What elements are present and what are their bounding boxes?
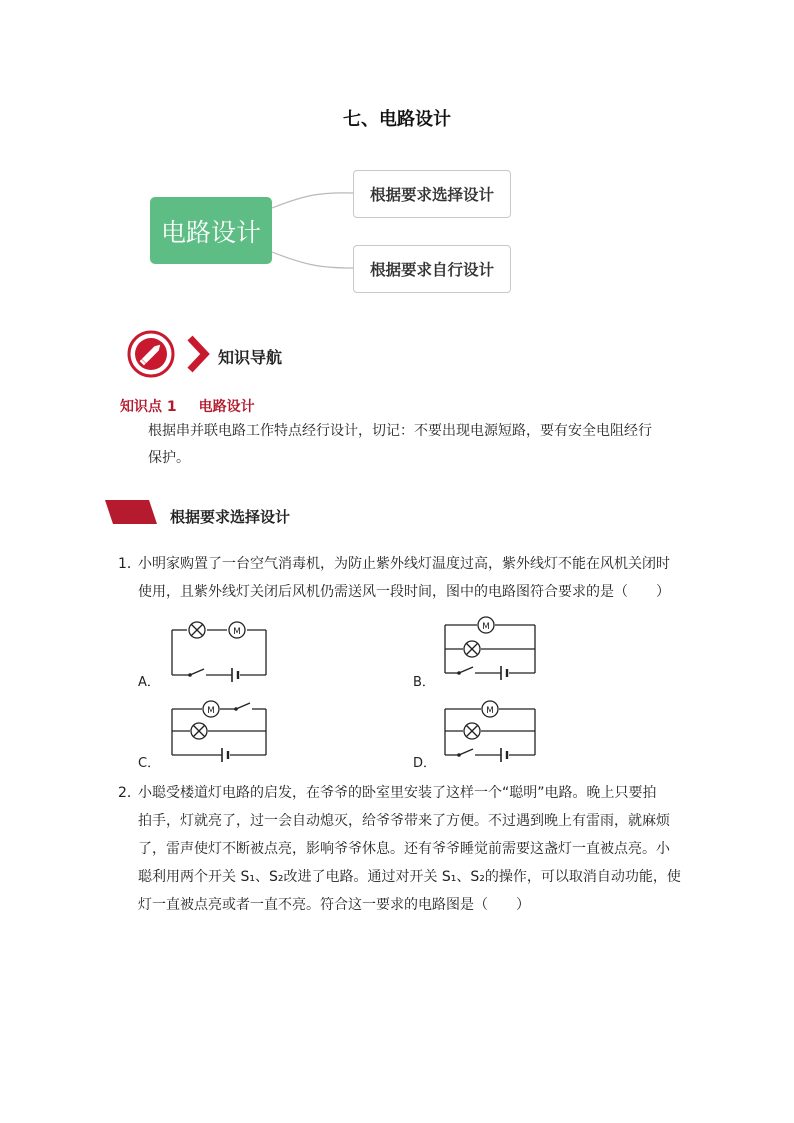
option-a-label[interactable]: A．	[138, 675, 160, 690]
question-text: 灯一直被点亮或者一直不亮。符合这一要求的电路图是（ ）	[138, 897, 530, 913]
circuit-diagram-d	[435, 697, 545, 767]
page-title: 七、电路设计	[343, 109, 451, 130]
knowledge-point-line: 根据串并联电路工作特点经行设计，切记：不要出现电源短路，要有安全电阻经行	[148, 423, 652, 439]
section-bar-icon	[105, 500, 157, 524]
option-c-label[interactable]: C．	[138, 756, 161, 771]
nav-label: 知识导航	[218, 348, 283, 367]
knowledge-point-line: 保护。	[148, 450, 190, 466]
pencil-icon	[127, 330, 175, 378]
question-2	[118, 779, 683, 919]
circuit-diagram-c	[160, 697, 275, 767]
knowledge-point-label: 知识点 1	[120, 399, 177, 415]
chevron-right-icon	[185, 334, 211, 374]
mindmap-root: 电路设计	[150, 197, 272, 264]
question-text: 小明家购置了一台空气消毒机，为防止紫外线灯温度过高，紫外线灯不能在风机关闭时	[138, 556, 670, 572]
option-d-label[interactable]: D．	[413, 756, 437, 771]
knowledge-point-title	[120, 396, 255, 416]
question-text: 了，雷声使灯不断被点亮，影响爷爷休息。还有爷爷睡觉前需要这盏灯一直被点亮。小	[138, 841, 670, 857]
circuit-diagram-a	[160, 615, 275, 685]
knowledge-point-name: 电路设计	[198, 399, 255, 415]
knowledge-point-body	[148, 418, 683, 472]
motor-symbol: M	[482, 622, 490, 632]
motor-symbol: M	[233, 627, 241, 637]
motor-symbol: M	[486, 706, 494, 716]
question-1	[118, 550, 683, 606]
mindmap-branch-self: 根据要求自行设计	[353, 245, 511, 293]
question-number: 1．	[118, 556, 141, 572]
mindmap-branch-select: 根据要求选择设计	[353, 170, 511, 218]
motor-symbol: M	[207, 706, 215, 716]
question-text: 聪利用两个开关 S₁、S₂改进了电路。通过对开关 S₁、S₂的操作，可以取消自动功能，使	[138, 869, 681, 885]
option-b-label[interactable]: B．	[413, 675, 435, 690]
section-title: 根据要求选择设计	[170, 508, 291, 526]
question-text: 小聪受楼道灯电路的启发，在爷爷的卧室里安装了这样一个“聪明”电路。晚上只要拍	[138, 785, 657, 801]
question-number: 2．	[118, 785, 141, 801]
circuit-diagram-b	[435, 615, 545, 685]
question-text: 拍手，灯就亮了，过一会自动熄灭，给爷爷带来了方便。不过遇到晚上有雷雨，就麻烦	[138, 813, 670, 829]
question-text: 使用，且紫外线灯关闭后风机仍需送风一段时间，图中的电路图符合要求的是（ ）	[138, 584, 670, 600]
